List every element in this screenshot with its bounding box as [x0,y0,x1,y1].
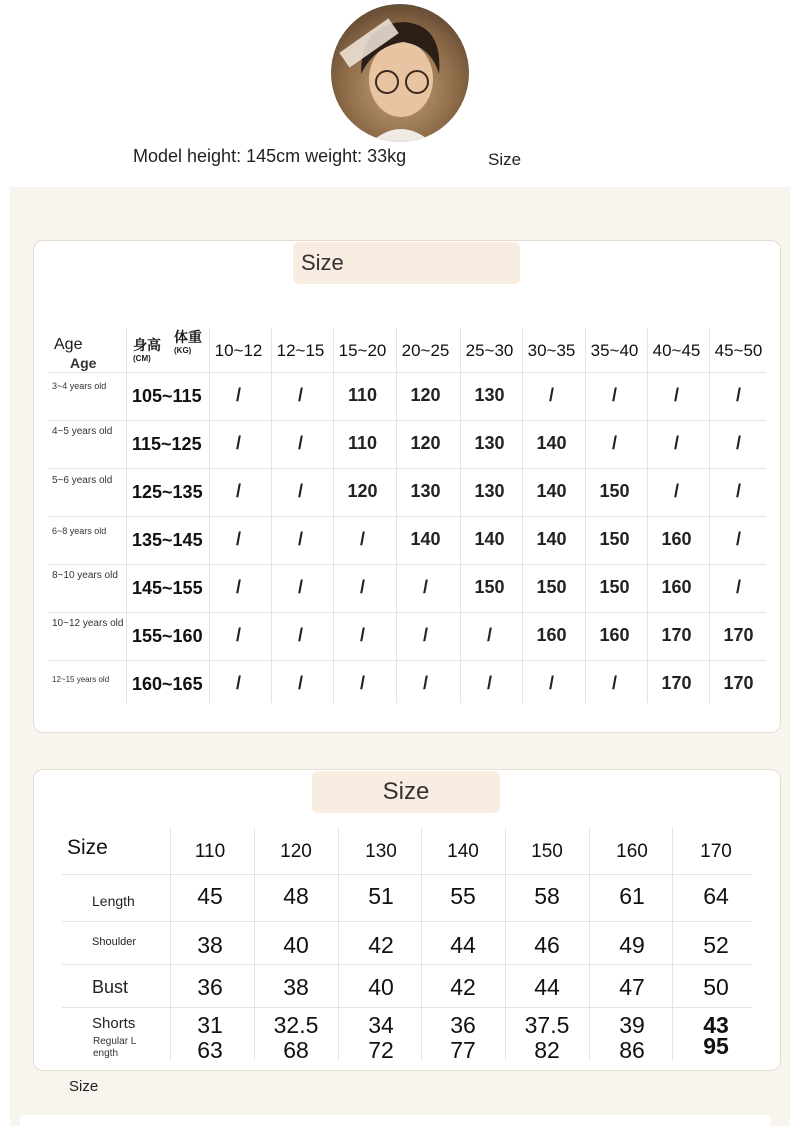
length-cell: 95 [703,1033,729,1059]
weight-header [174,330,202,358]
row-divider [62,921,752,922]
col-divider [460,328,461,703]
row-divider [48,372,766,373]
measure-cell: 49 [619,932,645,958]
size-cell: 160 [661,529,692,549]
length-cell: 68 [283,1037,309,1063]
height-cell: 105~115 [132,386,202,406]
size-cell: / [735,577,741,597]
size-cell: / [297,385,303,405]
row-divider [48,564,766,565]
size-cell: / [422,577,428,597]
shorts-cell: 34 [368,1012,394,1038]
size-cell: / [297,673,303,693]
measure-cell: 42 [368,932,394,958]
size-cell: 170 [661,673,692,693]
size-col-header: 140 [447,841,479,862]
shorts-label: Shorts [92,1015,136,1032]
shorts-cell: 39 [619,1012,645,1038]
size-cell: / [235,529,241,549]
height-header-text: 身高 [133,337,161,353]
age-cell: 6~8 years old [52,526,107,536]
size-cell: / [235,625,241,645]
length-cell: 63 [197,1037,223,1063]
size-cell: / [735,481,741,501]
size-cell: 120 [347,481,378,501]
size-cell: 150 [599,577,630,597]
shorts-cell: 31 [197,1012,223,1038]
measure-cell: 40 [368,974,394,1000]
measure-cell: 55 [450,883,476,909]
size-cell: 130 [474,385,505,405]
row-divider [62,1007,752,1008]
col-divider [672,828,673,1060]
col-divider [421,828,422,1060]
row-divider [48,468,766,469]
col-divider [271,328,272,703]
size-label-top: Size [488,150,522,169]
size-tab-2: Size [312,771,500,813]
weight-col-header: 15~20 [338,341,387,360]
height-cell: 135~145 [132,530,203,550]
weight-col-header: 10~12 [214,341,263,360]
table-row [48,564,766,612]
row-divider [48,612,766,613]
age-cell: 3~4 years old [52,381,107,391]
size-cell: 160 [661,577,692,597]
size-cell: 130 [474,433,505,453]
size-cell: 160 [599,625,630,645]
row-divider [62,964,752,965]
table-row [48,372,766,420]
age-cell: 8~10 years old [52,570,118,581]
measure-cell: 61 [619,883,645,909]
age-cell: 10~12 years old [52,618,124,629]
col-divider [126,328,127,703]
col-divider [396,328,397,703]
age-header: Age [54,336,83,353]
size-cell: / [548,385,554,405]
size-col-header: 130 [365,841,397,862]
size-cell: / [548,673,554,693]
shorts-cell: 37.5 [524,1012,570,1038]
size-col-header: 150 [531,841,563,862]
size-cell: / [359,673,365,693]
size-cell: 120 [410,385,441,405]
age-cell: 5~6 years old [52,475,113,486]
size-cell: / [235,673,241,693]
weight-header-text: 体重 [174,329,202,345]
row-divider [48,420,766,421]
height-unit: (CM) [133,354,151,363]
size-cell: / [673,433,679,453]
measure-label: Bust [92,977,129,997]
size-tab-1: Size [293,242,520,284]
weight-col-header: 20~25 [401,341,450,360]
size-cell: 140 [536,481,567,501]
size-cell: 140 [536,529,567,549]
col-divider [585,328,586,703]
size-cell: 150 [536,577,567,597]
col-divider [338,828,339,1060]
size-cell: / [297,481,303,501]
size-cell: / [297,433,303,453]
size-cell: / [235,481,241,501]
table-row [48,468,766,516]
size-cell: / [422,673,428,693]
size-cell: 150 [599,481,630,501]
size-cell: / [297,529,303,549]
measure-cell: 36 [197,974,223,1000]
size-cell: 140 [410,529,441,549]
length-cell: 72 [368,1037,394,1063]
height-cell: 115~125 [132,434,202,454]
col-divider [505,828,506,1060]
size-cell: 140 [474,529,505,549]
size-cell: 110 [347,385,378,405]
size-col-header: 120 [280,841,312,862]
size-cell: / [735,385,741,405]
size-cell: 130 [410,481,441,501]
age-header-secondary: Age [70,355,97,371]
size-cell: 140 [536,433,567,453]
size-cell: 170 [661,625,692,645]
measure-cell: 50 [703,974,729,1000]
weight-col-header: 35~40 [590,341,639,360]
size-col-header: 170 [700,841,732,862]
table-row [48,516,766,564]
table-row [48,612,766,660]
col-divider [589,828,590,1060]
size-cell: 130 [474,481,505,501]
size-cell: 160 [536,625,567,645]
weight-col-header: 30~35 [527,341,576,360]
row-divider [48,516,766,517]
col-divider [209,328,210,703]
row-divider [62,874,752,875]
size-cell: / [297,625,303,645]
size-cell: / [611,385,617,405]
weight-col-header: 12~15 [276,341,325,360]
col-divider [170,828,171,1060]
age-cell: 12~15 years old [52,675,110,684]
age-cell: 4~5 years old [52,426,113,437]
size-cell: / [235,385,241,405]
shorts-sub-label: Regular L ength [93,1036,136,1059]
size-cell: / [422,625,428,645]
measure-cell: 64 [703,883,729,909]
size-cell: 150 [474,577,505,597]
size-cell: / [673,385,679,405]
model-avatar [331,4,469,142]
size-cell: 170 [723,625,754,645]
size-cell: / [235,433,241,453]
size-cell: / [235,577,241,597]
row-divider [48,660,766,661]
length-cell: 77 [450,1037,476,1063]
col-divider [333,328,334,703]
size-cell: / [297,577,303,597]
measure-cell: 38 [283,974,309,1000]
size-cell: / [486,673,492,693]
footer-size-label: Size [69,1078,99,1095]
measure-cell: 40 [283,932,309,958]
shorts-cell: 43 [703,1012,729,1038]
size-cell: / [359,529,365,549]
weight-col-header: 25~30 [465,341,514,360]
size-cell: / [735,433,741,453]
size-cell: / [359,625,365,645]
size-col-header: 160 [616,841,648,862]
measure-cell: 44 [450,932,476,958]
measure-cell: 45 [197,883,223,909]
size-cell: / [611,433,617,453]
measure-cell: 42 [450,974,476,1000]
size-cell: 120 [410,433,441,453]
size-col-header: 110 [194,841,226,862]
height-header [133,338,161,366]
size-row-label: Size [67,836,108,859]
weight-unit: (KG) [174,346,192,355]
shorts-cell: 36 [450,1012,476,1038]
measure-cell: 51 [368,883,394,909]
table-header [48,328,770,372]
model-caption: Model height: 145cm weight: 33kg [133,146,407,166]
height-cell: 145~155 [132,578,203,598]
measure-label: Shoulder [92,936,137,948]
col-divider [522,328,523,703]
bottom-strip [20,1115,770,1126]
measure-cell: 52 [703,932,729,958]
length-cell: 82 [534,1037,560,1063]
col-divider [709,328,710,703]
size-cell: 110 [347,433,378,453]
measure-cell: 38 [197,932,223,958]
size-cell: / [486,625,492,645]
height-cell: 155~160 [132,626,203,646]
col-divider [647,328,648,703]
height-cell: 160~165 [132,674,203,694]
height-cell: 125~135 [132,482,203,502]
measure-cell: 46 [534,932,560,958]
measure-cell: 44 [534,974,560,1000]
size-cell: / [735,529,741,549]
size-cell: 170 [723,673,754,693]
weight-col-header: 45~50 [714,341,763,360]
measure-cell: 48 [283,883,309,909]
measure-cell: 58 [534,883,560,909]
size-cell: / [359,577,365,597]
table-row [48,420,766,468]
shorts-cell: 32.5 [273,1012,319,1038]
size-cell: / [673,481,679,501]
size-cell: 150 [599,529,630,549]
length-cell: 86 [619,1037,645,1063]
measure-label: Length [92,893,135,909]
measure-cell: 47 [619,974,645,1000]
size-cell: / [611,673,617,693]
table-row [48,660,766,708]
weight-col-header: 40~45 [652,341,701,360]
col-divider [254,828,255,1060]
